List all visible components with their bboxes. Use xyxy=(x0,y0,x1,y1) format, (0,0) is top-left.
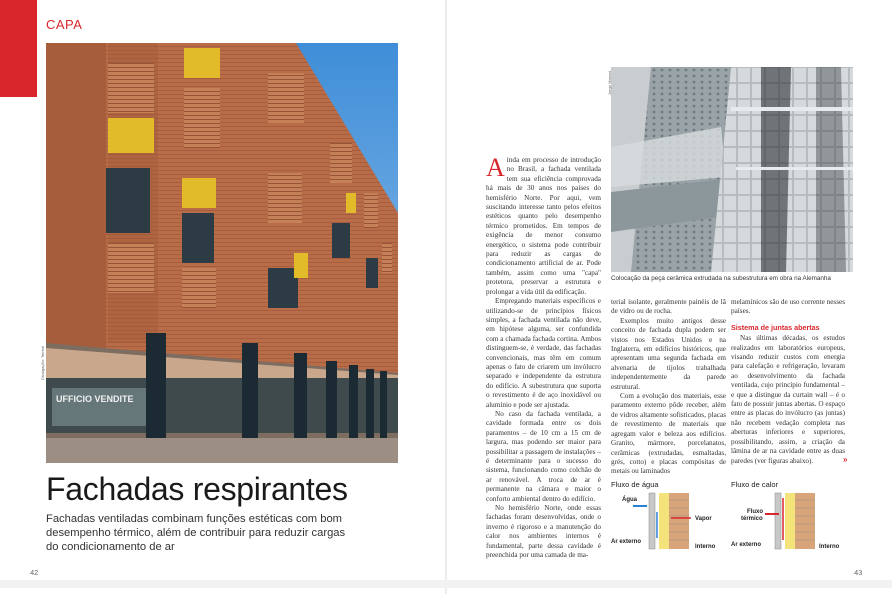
paragraph xyxy=(486,156,601,297)
footer-band xyxy=(0,580,892,588)
label-outside-air: Ar externo xyxy=(611,539,642,545)
body-column-1 xyxy=(486,156,601,576)
paragraph: Nas últimas décadas, os estudos realizados em laboratórios europeus, visando reduzir custos com energia para calefação e refrigeração, levaram ao desenvolvimento da fachada ventilada, cujo princípio fundamental – e que a distingue da curtain wall – é o fato de possuir juntas abertas. O espaço entre as placas do invólucro (as juntas) não recebem vedação completa nas aberturas inferiores e superiores, possibilitando, assim, a criação da lâmina de ar na cavidade entre as duas paredes (ver figuras abaixo). xyxy=(731,334,845,465)
paragraph: terial isolante, geralmente painéis de lã de vidro ou de rocha. xyxy=(611,298,726,316)
photo-caption: Colocação da peça cerâmica extrudada na subestrutura em obra na Alemanha xyxy=(611,275,831,282)
installation-photo xyxy=(611,67,853,272)
label-vapor: Vapor xyxy=(695,516,712,522)
label-water: Água xyxy=(622,497,637,503)
article-subtitle: Fachadas ventiladas combinam funções estéticas com bom desempenho térmico, além de contribuir para reduzir cargas do condicionamento de ar xyxy=(46,513,346,554)
window-column-1 xyxy=(106,43,158,343)
paragraph: No caso da fachada ventilada, a cavidade formada entre os dois paramentos – de 10 cm a 15 cm de largura, mas podendo ser maior para possibilitar a passagem de instalações – é determinante para o sucesso do sistema, funcionando como colchão de ar renovável. A troca de ar é permanente na câmara e maior o conforto ambiental dentro do edifício. xyxy=(486,409,601,503)
paragraph: Empregando materiais específicos e utilizando-se de princípios físicos simples, a fachada ventilada não deve, em hipótese alguma, ser confundida com a chamada fachada cortina. Ambos distinguem-se, é verdade, das fachadas convencionais, mas têm em comum apenas o fato de criarem um invólucro separado e independente da estrutura do edifício. A subestrutura que suporta o revestimento é de aço inoxidável ou alumínio e pode ser ajustada. xyxy=(486,297,601,409)
section-label: CAPA xyxy=(46,17,83,32)
label-interior: Interno xyxy=(819,544,840,550)
section-tab xyxy=(0,0,37,97)
diagram-water-title: Fluxo de água xyxy=(611,480,659,489)
label-thermal-flow: Fluxo xyxy=(747,509,763,515)
office-sign-text: UFFICIO VENDITE xyxy=(56,394,134,404)
water-flow-diagram xyxy=(611,490,726,552)
paragraph: Exemplos muito antigos desse conceito de fachada dupla podem ser vistos nos Estados Unidos e na Inglaterra, em edifícios históricos, que apresentam uma segunda fachada em alvenaria de tijolos trabalhada independentemente da parede estrutural. xyxy=(611,316,726,391)
photo-credit-2: Jorge Marioni xyxy=(607,70,612,95)
installation-illustration xyxy=(611,67,853,272)
building-photo xyxy=(46,43,398,463)
page-spine xyxy=(445,0,447,594)
body-column-3 xyxy=(731,298,848,468)
paragraph-text: inda em processo de introdução no Brasil, a fachada ventilada tem sua eficiência comprovada há mais de 30 anos nos países do hemisfério Norte. Por aqui, vem suscitando interesse tanto pelos efeitos estéticos quanto pelo desempenho térmico prometidos. Em tempos de exigência de menor consumo energético, o sistema pode contribuir para reduzir as cargas de condicionamento artificial de ar. Pode também, assim como uma "capa" protetora, preservar a estrutura e prolongar a vida útil da edificação. xyxy=(486,156,601,296)
paragraph: No hemisfério Norte, onde essas fachadas foram desenvolvidas, onde o inverno é rigoroso e a manutenção do calor nos ambientes internos é fundamental, parte dessa cavidade é preenchida por uma camada de ma- xyxy=(486,504,601,560)
continue-arrow: » xyxy=(843,455,848,464)
page-number-right: 43 xyxy=(854,568,863,577)
page-number-left: 42 xyxy=(30,568,39,577)
building-illustration xyxy=(46,43,398,463)
photo-credit: Divulgação: Terreal xyxy=(40,345,45,380)
label-thermal: térmico xyxy=(741,516,763,522)
label-interior: Interno xyxy=(695,544,716,550)
diagram-heat-title: Fluxo de calor xyxy=(731,480,779,489)
label-outside-air: Ar externo xyxy=(731,542,762,548)
window-column-3 xyxy=(268,73,308,308)
article-title: Fachadas respirantes xyxy=(46,471,348,507)
paragraph: Com a evolução dos materiais, esse paramento externo pôde receber, além de vidros altamente sofisticados, placas de revestimento de materiais que agregam valor e beleza aos edifícios. Granito, mármore, porcelanatos, cerâmicas (extrudadas, esmaltadas, grés, cotto) e placas compósitas de metais ou laminados xyxy=(611,392,726,476)
heat-flow-diagram xyxy=(731,490,846,552)
paragraph: melamínicos são de uso corrente nesses países. xyxy=(731,298,845,316)
drop-cap: A xyxy=(486,156,505,182)
section-subheading: Sistema de juntas abertas xyxy=(731,322,820,332)
